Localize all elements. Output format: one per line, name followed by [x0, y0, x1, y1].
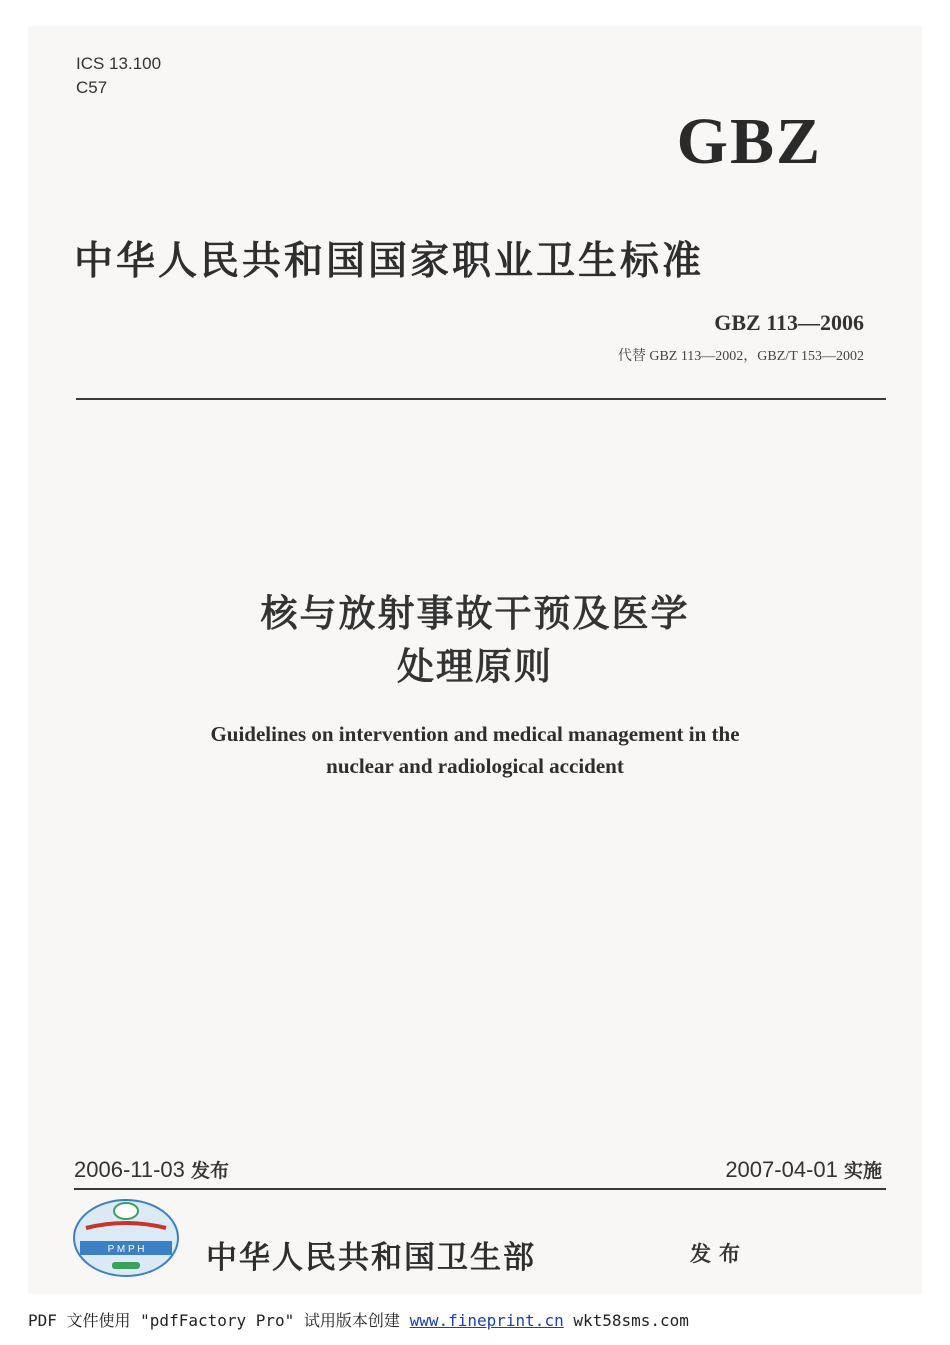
- bottom-divider: [74, 1188, 886, 1190]
- implement-date: [725, 1156, 882, 1183]
- footer-prefix: PDF 文件使用 "pdfFactory Pro" 试用版本创建: [28, 1311, 400, 1330]
- standard-number: GBZ 113—2006: [714, 310, 864, 335]
- footer-link[interactable]: www.fineprint.cn: [409, 1311, 564, 1330]
- ics-code: ICS 13.100: [76, 54, 162, 73]
- ccs-code: C57: [76, 78, 108, 97]
- en-title-line1: Guidelines on intervention and medical management in the: [210, 722, 740, 746]
- publisher-name: 中华人民共和国卫生部: [206, 1240, 536, 1276]
- classification-codes: [76, 52, 161, 100]
- issue-label: 发布: [191, 1160, 230, 1182]
- en-title-line2: nuclear and radiological accident: [326, 754, 624, 778]
- publisher-verb: 发布: [690, 1242, 748, 1266]
- pdf-footer: [28, 1308, 689, 1331]
- issue-date-value: 2006-11-03: [74, 1157, 185, 1182]
- cn-title-line2: 处理原则: [397, 645, 553, 688]
- implement-date-value: 2007-04-01: [725, 1157, 838, 1182]
- top-divider: [76, 398, 886, 400]
- footer-overlay: wkt58sms.com: [573, 1311, 689, 1330]
- publisher-logo-text: P M P H: [107, 1244, 145, 1255]
- publisher-logo-icon: [72, 1198, 180, 1278]
- replaces-note: 代替 GBZ 113—2002，GBZ/T 153—2002: [617, 349, 864, 364]
- national-standard-title: 中华人民共和国国家职业卫生标准: [74, 238, 705, 284]
- issue-date: [74, 1156, 229, 1183]
- gbz-mark: GBZ: [676, 105, 822, 178]
- cn-title-line1: 核与放射事故干预及医学: [260, 592, 690, 635]
- implement-label: 实施: [843, 1160, 882, 1182]
